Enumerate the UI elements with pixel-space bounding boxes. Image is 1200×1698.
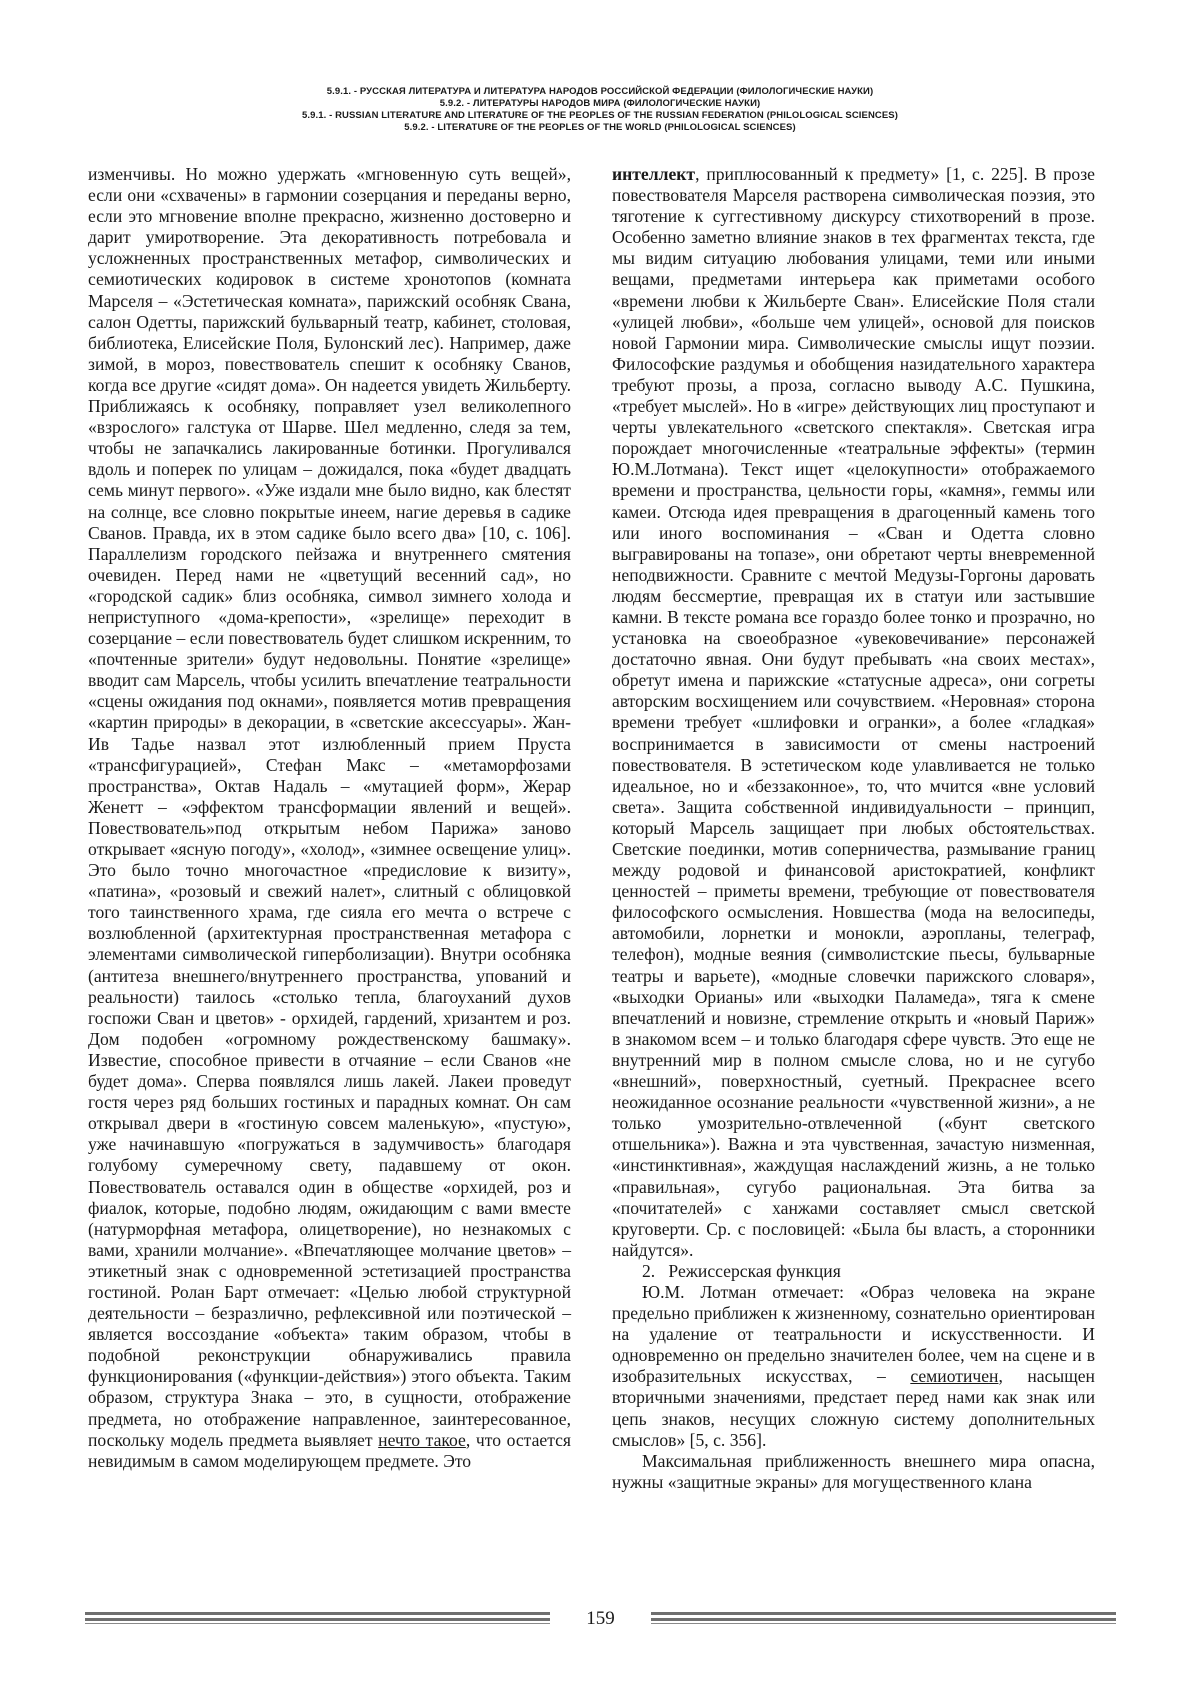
section-heading (612, 1261, 1095, 1282)
bold-term: интеллект (612, 164, 696, 184)
section-number: 2. (642, 1260, 656, 1281)
journal-header (0, 86, 1200, 134)
right-text: , приплюсованный к предмету» [1, с. 225]. В прозе повествователя Марселя растворена символическая поэзия, это тяготение к суггестивному дискурсу стихотворений в прозе. Особенно заметно влияние знаков в тех фрагментах текста, где мы видим ситуацию любования улицами, теми или иными вещами, предметами интерьера как приметами особого «времени любви к Жильберте Сван». Елисейские Поля стали «улицей любви», «больше чем улицей», основой для поисков новой Гармонии мира. Символические смыслы ищут поэзии. Философские раздумья и обобщения назидательного характера требуют прозы, а проза, согласно выводу А.С. Пушкина, «требует мыслей». Но в «игре» действующих лиц проступают и черты увлекательного «светского спектакля». Светская игра порождает многочисленные «театральные эффекты» (термин Ю.М.Лотмана). Текст ищет «целокупности» отображаемого времени и пространства, цельности горы, «камня», геммы или камеи. Отсюда идея превращения в драгоценный камень того или иного воспоминания – «Сван и Одетта словно выгравированы на топазе», они обретают черты вневременной неподвижности. Сравните с мечтой Медузы-Горгоны даровать людям бессмертие, превращая их в статуи или застывшие камни. В тексте романа все гораздо более тонко и прозрачно, но установка на своеобразное «увековечивание» персонажей достаточно явная. Они будут пребывать «на своих местах», обретут имена и парижские «статусные адреса», они согреты авторским восхищением или сочувствием. «Неровная» сторона времени требует «шлифовки и огранки», а более «гладкая» воспринимается в зависимости от смены настроений повествователя. В эстетическом коде улавливается не только идеальное, но и «беззаконное», то, что мчится «вне условий света». Защита собственной индивидуальности – принцип, который Марсель защищает при любых обстоятельствах. Светские поединки, мотив соперничества, размывание границ между родовой и финансовой аристократией, конфликт ценностей – приметы времени, требующие от повествователя философского осмысления. Новшества (мода на велосипеды, автомобили, лорнетки и монокли, аэропланы, телеграф, телефон), модные веяния (символистские пьесы, бульварные театры и варьете), «модные словечки парижского словаря», «выходки Орианы» или «выходки Паламеда», тяга к смене впечатлений и новизне, стремление открыть и «новый Париж» в знакомом всем – и только благодаря сфере чувств. Это еще не внутренний мир в полном смысле слова, но и не сугубо «внешний», поверхностный, суетный. Прекраснее всего неожиданное осознание реальности «чувственной жизни», а не только умозрительно-отвлеченной («бунт светского отшельника»). Важна и эта чувственная, зачастую низменная, «инстинктивная», жаждущая наслаждений жизнь, а не только «правильная», сугубо рациональная. Эта битва за «почитателей» с ханжами составляет смысл светской круговерти. Ср. с пословицей: «Была бы власть, а сторонники найдутся». (612, 164, 1095, 1260)
header-line-2: 5.9.2. - ЛИТЕРАТУРЫ НАРОДОВ МИРА (ФИЛОЛОГИЧЕСКИЕ НАУКИ) (439, 98, 761, 109)
left-column (88, 164, 571, 1472)
header-line-3: 5.9.1. - RUSSIAN LITERATURE AND LITERATURE OF THE PEOPLES OF THE RUSSIAN FEDERATION (PHILOLOGICAL SCIENCES) (301, 110, 899, 121)
left-text: изменчивы. Но можно удержать «мгновенную суть вещей», если они «схвачены» в гармонии созерцания и переданы верно, если это мгновение вполне прекрасно, жизненно достоверно и дарит умиротворение. Эта декоративность потребовала и усложненных пространственных метафор, символических и семиотических кодировок в системе хронотопов (комната Марселя – «Эстетическая комната», парижский особняк Свана, салон Одетты, парижский бульварный театр, кабинет, столовая, библиотека, Елисейские Поля, Булонский лес). Например, даже зимой, в мороз, повествователь спешит к особняку Сванов, когда все другие «сидят дома». Он надеется увидеть Жильберту. Приближаясь к особняку, поправляет узел великолепного «взрослого» галстука от Шарве. Шел медленно, следя за тем, чтобы не запачкались лакированные ботинки. Прогуливался вдоль и поперек по улицам – дожидался, пока «будет двадцать семь минут первого». «Уже издали мне было видно, как блестят на солнце, все словно покрытые инеем, нагие деревья в садике Сванов. Правда, их в этом садике было всего два» [10, с. 106]. Параллелизм городского пейзажа и внутреннего смятения очевиден. Перед нами не «цветущий весенний сад», но «городской садик» близ особняка, символ зимнего холода и неприступного «дома-крепости», «зрелище» переходит в созерцание – если повествователь будет слишком искренним, то «почтенные зрители» будут недовольны. Понятие «зрелище» вводит сам Марсель, чтобы усилить впечатление театральности «сцены ожидания под окнами», появляется мотив превращения «картин природы» в декорации, в «светские аксессуары». Жан-Ив Тадье назвал этот излюбленный прием Пруста «трансфигурацией», Стефан Макс – «метаморфозами пространства», Октав Надаль – «мутацией форм», Жерар Женетт – «эффектом трансформации явлений и вещей». Повествователь»под открытым небом Парижа» заново открывает «ясную погоду», «холод», «зимнее освещение улиц». Это было точно многочастное «предисловие к визиту», «патина», «розовый и свежий налет», слитный с облицовкой того таинственного храма, где сияла его мечта о встрече с возлюбленной (архитектурная пространственная метафора с элементами символической гиперболизации). Внутри особняка (антитеза внешнего/внутреннего пространства, упований и реальности) таилось «столько тепла, благоуханий духов госпожи Сван и цветов» - орхидей, гардений, хризантем и роз. Дом подобен «огромному рождественскому башмаку». Известие, способное привести в отчаяние – если Сванов «не будет дома». Сперва появлялся лишь лакей. Лакеи проведут гостя через ряд больших гостиных и парадных комнат. Он сам открывал двери в «гостиную совсем маленькую», «пустую», уже начинавшую «погружаться в задумчивость» благодаря голубому сумеречному свету, падавшему от окон. Повествователь оставался один в обществе «орхидей, роз и фиалок, которые, подобно людям, ожидающим с вами вместе (натурморфная метафора, олицетворение), но незнакомых с вами, хранили молчание». «Впечатляющее молчание цветов» – этикетный знак с одновременной эстетизацией пространства гостиной. Ролан Барт отмечает: «Целью любой структурной деятельности – безразлично, рефлексивной или поэтической – является воссоздание «объекта» таким образом, чтобы в подобной реконструкции обнаруживались правила функционирования («функции-действия») этого объекта. Таким образом, структура Знака – это, в сущности, отображение предмета, но отображение направленное, заинтересованное, поскольку модель предмета выявляет (88, 164, 571, 1450)
footer-rule-right (651, 1612, 1116, 1626)
left-paragraph (88, 164, 571, 1472)
header-line-1: 5.9.1. - РУССКАЯ ЛИТЕРАТУРА И ЛИТЕРАТУРА НАРОДОВ РОССИЙСКОЙ ФЕДЕРАЦИИ (ФИЛОЛОГИЧЕСКИЕ НАУКИ) (326, 86, 874, 97)
left-text-end: , что остается невидимым в самом моделирующем предмете. Это (88, 1429, 572, 1471)
quote-text: Ю.М. Лотман отмечает: «Образ человека на экране предельно приближен к жизненному, сознательно ориентирован на удаление от театральности и искусственности. И одновременно он предельно значителен более, чем на сцене и в изобразительных искусствах, – (612, 1281, 1095, 1387)
right-paragraph-3: Максимальная приближенность внешнего мира опасна, нужны «защитные экраны» для могущественного клана (612, 1450, 1095, 1492)
underlined-word: семиотичен (910, 1366, 999, 1387)
right-paragraph-1 (612, 164, 1095, 1261)
section-title: Режиссерская функция (668, 1260, 841, 1281)
right-paragraph-2 (612, 1282, 1095, 1451)
quote-text-end: , насыщен вторичными значениями, предстает перед нами как знак или цепь знаков, несущих сложную систему дополнительных смыслов» [5, с. 356]. (612, 1366, 1095, 1450)
header-line-4: 5.9.2. - LITERATURE OF THE PEOPLES OF THE WORLD (PHILOLOGICAL SCIENCES) (404, 122, 796, 133)
page-footer (85, 1607, 1116, 1631)
right-column (612, 164, 1095, 1493)
page-number: 159 (586, 1608, 615, 1629)
underlined-phrase: нечто такое (378, 1429, 466, 1450)
